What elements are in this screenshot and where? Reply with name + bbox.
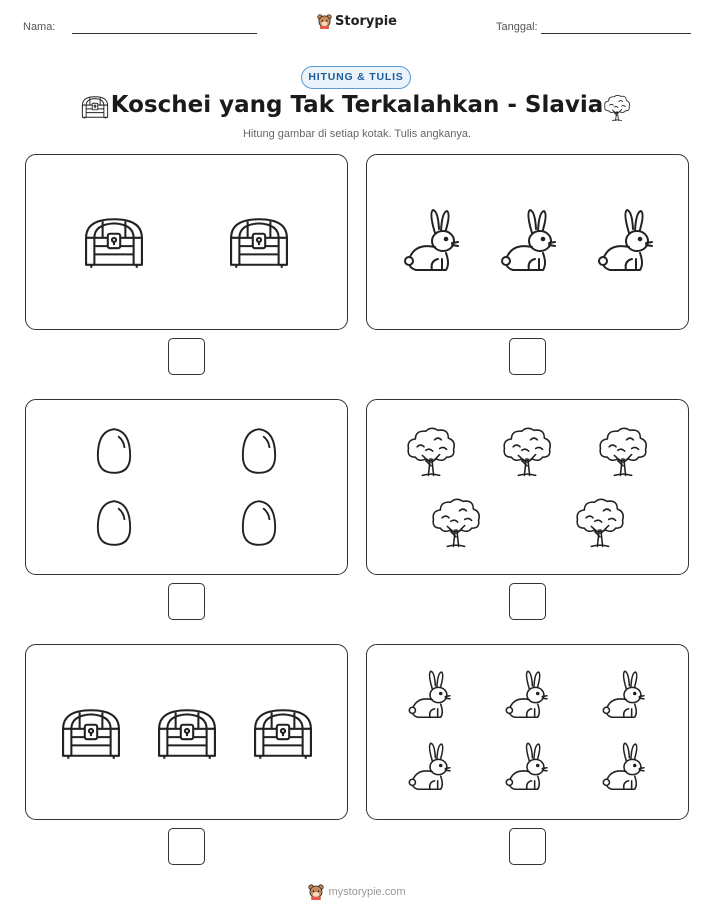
rabbit-icon xyxy=(407,742,453,792)
treasure-chest-icon xyxy=(83,215,145,269)
tree-icon xyxy=(430,497,482,549)
rabbit-icon xyxy=(402,209,462,273)
counting-box-6 xyxy=(366,644,689,820)
title-row xyxy=(0,92,714,126)
rabbit-icon xyxy=(504,670,550,720)
bear-mascot-icon xyxy=(308,884,324,900)
tree-icon xyxy=(405,426,457,478)
rabbit-icon xyxy=(504,742,550,792)
rabbit-icon xyxy=(499,209,559,273)
tree-icon xyxy=(501,426,553,478)
brand-logo xyxy=(0,14,714,34)
date-label: Tanggal: xyxy=(496,21,538,33)
date-field[interactable] xyxy=(541,33,691,34)
counting-box-2 xyxy=(366,154,689,330)
counting-box-1 xyxy=(25,154,348,330)
answer-box-6[interactable] xyxy=(509,828,546,865)
rabbit-icon xyxy=(596,209,656,273)
activity-badge: HITUNG & TULIS xyxy=(301,66,411,89)
egg-icon xyxy=(240,499,278,547)
treasure-chest-icon xyxy=(228,215,290,269)
treasure-chest-icon xyxy=(252,706,314,760)
counting-box-4 xyxy=(366,399,689,575)
rabbit-icon xyxy=(601,670,647,720)
footer xyxy=(0,884,714,905)
answer-box-2[interactable] xyxy=(509,338,546,375)
page-title: Koschei yang Tak Terkalahkan - Slavia xyxy=(110,92,604,118)
tree-icon xyxy=(597,426,649,478)
egg-icon xyxy=(95,499,133,547)
tree-icon xyxy=(574,497,626,549)
answer-box-5[interactable] xyxy=(168,828,205,865)
answer-box-1[interactable] xyxy=(168,338,205,375)
footer-site[interactable]: mystorypie.com xyxy=(328,886,406,898)
egg-icon xyxy=(95,427,133,475)
bear-mascot-icon xyxy=(317,14,332,29)
egg-icon xyxy=(240,427,278,475)
brand-name: Storypie xyxy=(335,14,397,29)
counting-box-3 xyxy=(25,399,348,575)
answer-box-4[interactable] xyxy=(509,583,546,620)
name-label: Nama: xyxy=(23,21,56,33)
rabbit-icon xyxy=(601,742,647,792)
counting-box-5 xyxy=(25,644,348,820)
tree-icon xyxy=(603,94,631,122)
answer-box-3[interactable] xyxy=(168,583,205,620)
treasure-chest-icon xyxy=(156,706,218,760)
worksheet-header xyxy=(0,14,714,40)
instructions: Hitung gambar di setiap kotak. Tulis angkanya. xyxy=(242,128,472,140)
rabbit-icon xyxy=(407,670,453,720)
treasure-chest-icon xyxy=(60,706,122,760)
